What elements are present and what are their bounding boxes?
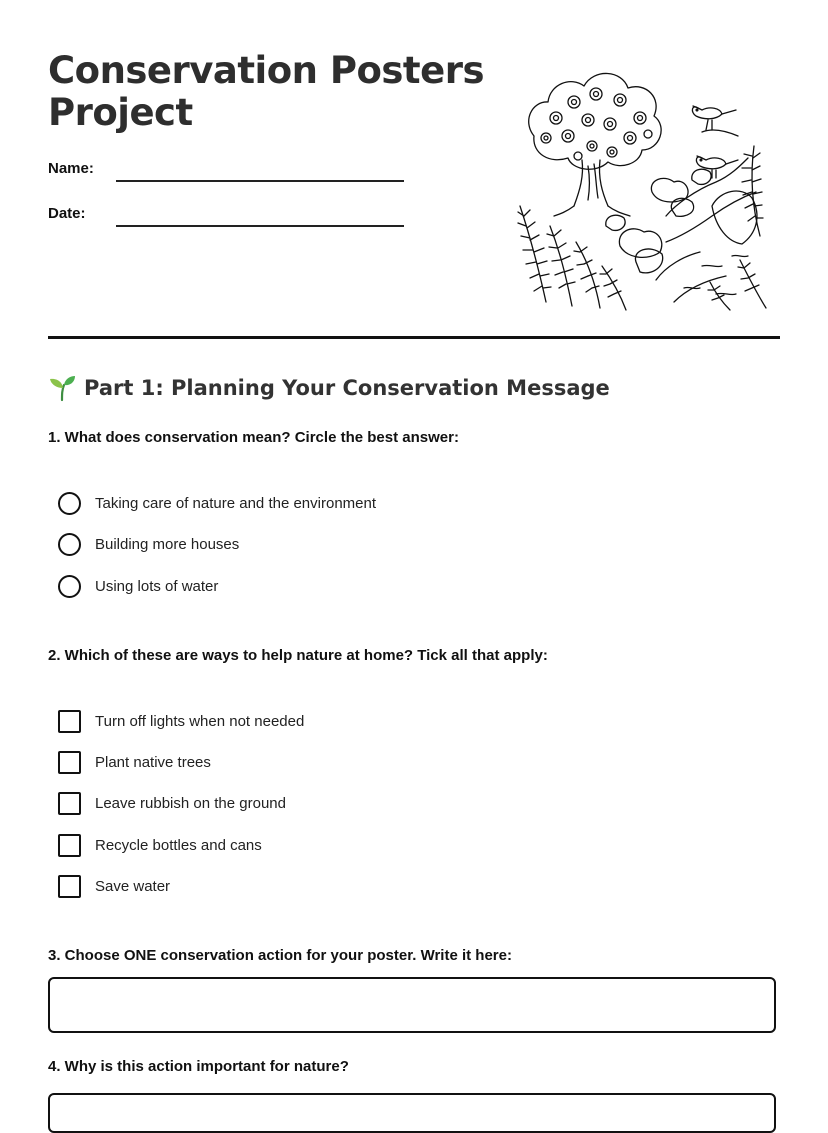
q2-option-2[interactable] — [58, 751, 211, 774]
option-label: Using lots of water — [95, 578, 219, 595]
option-label: Save water — [95, 878, 171, 895]
option-label: Recycle bottles and cans — [95, 837, 262, 854]
radio-circle[interactable] — [58, 575, 81, 598]
question-1: 1. What does conservation mean? Circle the best answer: — [48, 429, 459, 446]
header-divider — [48, 336, 780, 339]
part1-heading-text: Part 1: Planning Your Conservation Message — [84, 376, 610, 400]
checkbox[interactable] — [58, 792, 81, 815]
q2-option-5[interactable] — [58, 875, 170, 898]
name-field[interactable] — [116, 180, 404, 182]
name-label: Name: — [48, 160, 94, 177]
checkbox[interactable] — [58, 751, 81, 774]
q1-option-2[interactable] — [58, 533, 239, 556]
page-title: Conservation Posters Project — [48, 49, 484, 134]
question-4: 4. Why is this action important for nature? — [48, 1058, 349, 1075]
option-label: Plant native trees — [95, 754, 211, 771]
checkbox[interactable] — [58, 710, 81, 733]
q3-answer-box[interactable] — [48, 977, 776, 1033]
q2-option-4[interactable] — [58, 834, 262, 857]
option-label: Leave rubbish on the ground — [95, 795, 286, 812]
option-label: Building more houses — [95, 536, 240, 553]
q1-option-1[interactable] — [58, 492, 376, 515]
q4-answer-box[interactable] — [48, 1093, 776, 1133]
part1-heading — [48, 374, 610, 402]
date-field[interactable] — [116, 225, 404, 227]
q2-option-3[interactable] — [58, 792, 286, 815]
sprout-icon — [48, 374, 76, 402]
checkbox[interactable] — [58, 875, 81, 898]
q1-option-3[interactable] — [58, 575, 218, 598]
forest-stream-illustration — [516, 66, 772, 312]
checkbox[interactable] — [58, 834, 81, 857]
radio-circle[interactable] — [58, 492, 81, 515]
q2-option-1[interactable] — [58, 710, 304, 733]
date-label: Date: — [48, 205, 86, 222]
question-2: 2. Which of these are ways to help nature at home? Tick all that apply: — [48, 647, 548, 664]
option-label: Turn off lights when not needed — [95, 713, 305, 730]
question-3: 3. Choose ONE conservation action for your poster. Write it here: — [48, 947, 512, 964]
option-label: Taking care of nature and the environment — [95, 495, 377, 512]
radio-circle[interactable] — [58, 533, 81, 556]
